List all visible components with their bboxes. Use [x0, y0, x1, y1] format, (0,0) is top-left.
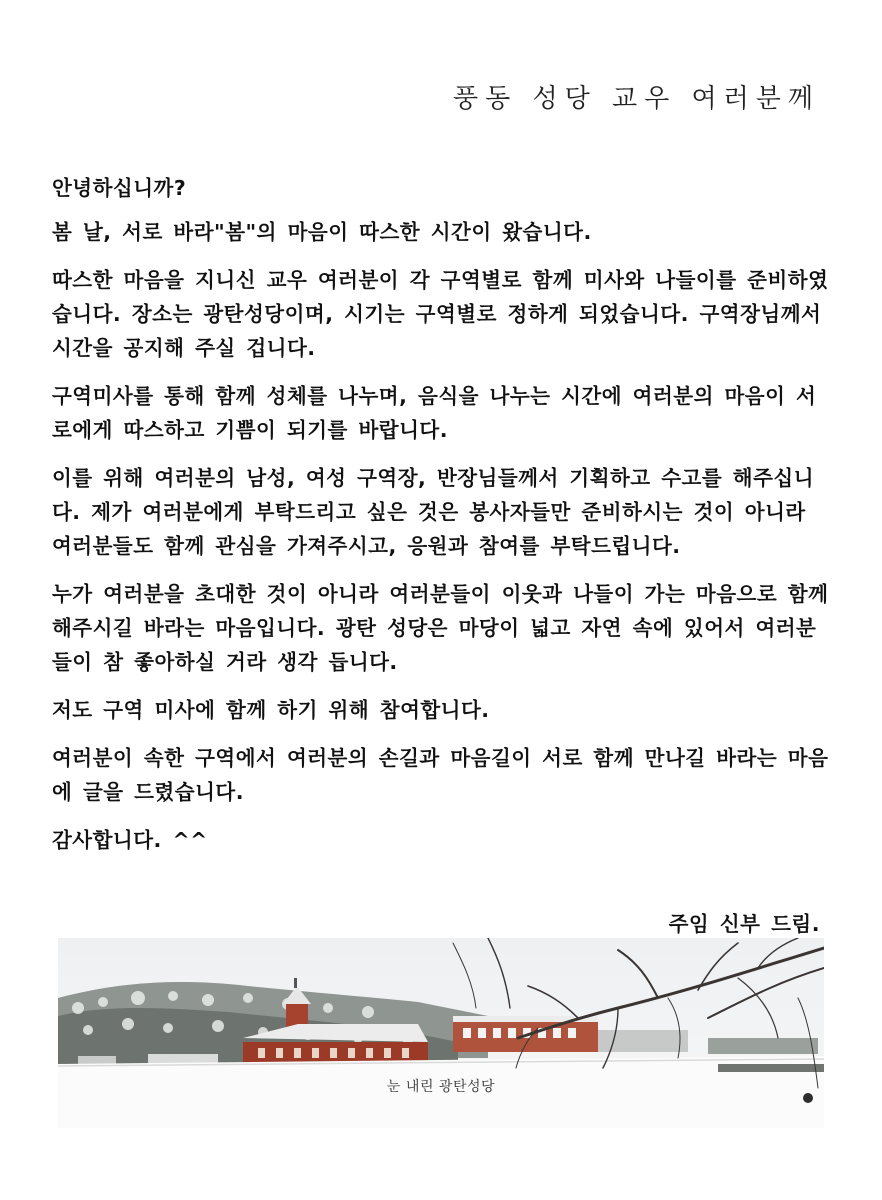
greeting: 안녕하십니까? — [52, 176, 187, 200]
snowy-church-image — [58, 938, 824, 1128]
paragraph: 저도 구역 미사에 함께 하기 위해 참여합니다. — [52, 698, 490, 722]
paragraph: 봄 날, 서로 바라"봄"의 마음이 따스한 시간이 왔습니다. — [52, 220, 592, 244]
closing-thanks: 감사합니다. ^^ — [52, 828, 208, 852]
paragraph: 따스한 마음을 지니신 교우 여러분이 각 구역별로 함께 미사와 나들이를 준비하였습니다. 장소는 광탄성당이며, 시기는 구역별로 정하게 되었습니다. 구역장님께서 시간을 공지해 주실 겁니다. — [52, 268, 829, 360]
signature: 주임 신부 드림. — [668, 912, 820, 936]
paragraph: 이를 위해 여러분의 남성, 여성 구역장, 반장님들께서 기획하고 수고를 해주십니다. 제가 여러분에게 부탁드리고 싶은 것은 봉사자들만 준비하시는 것이 아니라 여러분들도 함께 관심을 가져주시고, 응원과 참여를 부탁드립니다. — [52, 466, 815, 558]
letter-title: 풍동 성당 교우 여러분께 — [453, 84, 820, 114]
church-photo — [58, 938, 824, 1128]
paragraph: 누가 여러분을 초대한 것이 아니라 여러분들이 이웃과 나들이 가는 마음으로 함께 해주시길 바라는 마음입니다. 광탄 성당은 마당이 넓고 자연 속에 있어서 여러분들이 참 좋아하실 거라 생각 듭니다. — [52, 582, 829, 674]
letter-body — [52, 171, 832, 871]
photo-caption: 눈 내린 광탄성당 — [386, 1079, 496, 1095]
paragraph: 구역미사를 통해 함께 성체를 나누며, 음식을 나누는 시간에 여러분의 마음이 서로에게 따스하고 기쁨이 되기를 바랍니다. — [52, 384, 817, 442]
paragraph: 여러분이 속한 구역에서 여러분의 손길과 마음길이 서로 함께 만나길 바라는 마음에 글을 드렸습니다. — [52, 746, 829, 804]
